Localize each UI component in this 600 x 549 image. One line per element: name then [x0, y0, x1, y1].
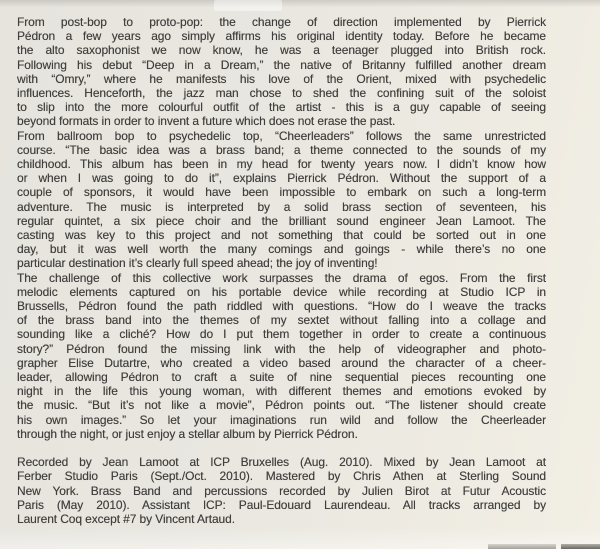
- text-line: or when I was going to do it”, explains Pierrick Pédron. Without the support of a: [17, 171, 546, 186]
- text-line: Paris (May 2010). Assistant ICP: Paul-Edouard Laurendeau. All tracks arranged by: [17, 497, 546, 512]
- text-line: couple of sponsors, it would have been impossible to embark on such a long-term: [17, 185, 546, 200]
- text-line: regular quintet, a six piece choir and the brilliant sound engineer Jean Lamoot. The: [17, 213, 546, 228]
- text-line: day, but it was well worth the many comings and goings - while there’s no one: [17, 242, 546, 257]
- scan-shadow-edge-right-segment: [561, 544, 600, 549]
- paragraph: [17, 271, 546, 441]
- text-line: to slip into the more colourful outfit of the artist - this is a guy capable of seeing: [17, 100, 546, 115]
- scan-artifact-bottom-light: [0, 527, 600, 549]
- text-line: Pédron a few years ago simply affirms his original identity today. Before he became: [17, 29, 546, 44]
- scan-artifact-top-band: [0, 0, 600, 7]
- text-line: adventure. The music is interpreted by a solid brass section of seventeen, his: [17, 199, 546, 214]
- paragraph: [17, 455, 546, 526]
- text-line: casting was key to this project and not something that could be sorted out in one: [17, 228, 546, 243]
- text-line: particular destination it’s clearly full speed ahead; the joy of inventing!: [17, 256, 378, 271]
- text-line: with “Omry,” where he manifests his love of the Orient, mixed with psychedelic: [17, 71, 546, 86]
- text-line: grapher Elise Dutartre, who created a video based around the character of a cheer-: [17, 355, 546, 370]
- text-line: course. “The basic idea was a brass band; a theme connected to the sounds of my: [17, 142, 546, 157]
- text-line: the music. “But it’s not like a movie”, Pédron points out. “The listener should create: [17, 398, 546, 413]
- text-line: Brussells, Pédron found the path riddled with questions. “How do I weave the tracks: [17, 299, 546, 314]
- text-line: Following his debut “Deep in a Dream,” the native of Britanny fulfilled another dream: [17, 57, 546, 72]
- scan-shadow-edge-left-segment: [488, 544, 556, 549]
- text-line: through the night, or just enjoy a stellar album by Pierrick Pédron.: [17, 426, 358, 441]
- paragraph: [17, 129, 546, 271]
- scan-artifact-light-patch: [214, 0, 282, 11]
- text-line: New York. Brass Band and percussions recorded by Julien Birot at Futur Acoustic: [17, 483, 546, 498]
- text-line: the alto saxophonist we now know, he was a teenager plugged into British rock.: [17, 43, 546, 58]
- text-line: Recorded by Jean Lamoot at ICP Bruxelles (Aug. 2010). Mixed by Jean Lamoot at: [17, 455, 546, 470]
- text-line: From ballroom bop to psychedelic top, “Cheerleaders” follows the same unrestricted: [17, 128, 546, 143]
- paragraph: [17, 15, 546, 129]
- text-line: From post-bop to proto-pop: the change of direction implemented by Pierrick: [17, 15, 546, 29]
- text-line: his own images.” So let your imaginations run wild and follow the Cheerleader: [17, 412, 546, 427]
- text-line: leader, allowing Pédron to craft a suite of nine sequential pieces recounting one: [17, 370, 546, 385]
- text-line: influences. Henceforth, the jazz man chose to shed the confining suit of the soloist: [17, 86, 546, 101]
- text-line: Laurent Coq except #7 by Vincent Artaud.: [17, 512, 235, 527]
- text-line: sounding like a cliché? How do I put them together in order to create a continuous: [17, 327, 546, 342]
- text-line: story?” Pédron found the missing link with the help of videographer and photo-: [17, 341, 546, 356]
- text-line: melodic elements captured on his portable device while recording at Studio ICP in: [17, 284, 546, 299]
- liner-notes-text: [17, 15, 546, 526]
- text-line: The challenge of this collective work surpasses the drama of egos. From the first: [17, 270, 546, 285]
- text-line: night in the life this young woman, with different themes and emotions evoked by: [17, 384, 546, 399]
- text-line: childhood. This album has been in my head for twenty years now. I didn’t know how: [17, 157, 546, 172]
- text-line: of the brass band into the themes of my sextet without falling into a collage and: [17, 313, 546, 328]
- text-line: beyond formats in order to invent a future which does not erase the past.: [17, 114, 396, 129]
- text-line: Ferber Studio Paris (Sept./Oct. 2010). Mastered by Chris Athen at Sterling Sound: [17, 469, 546, 484]
